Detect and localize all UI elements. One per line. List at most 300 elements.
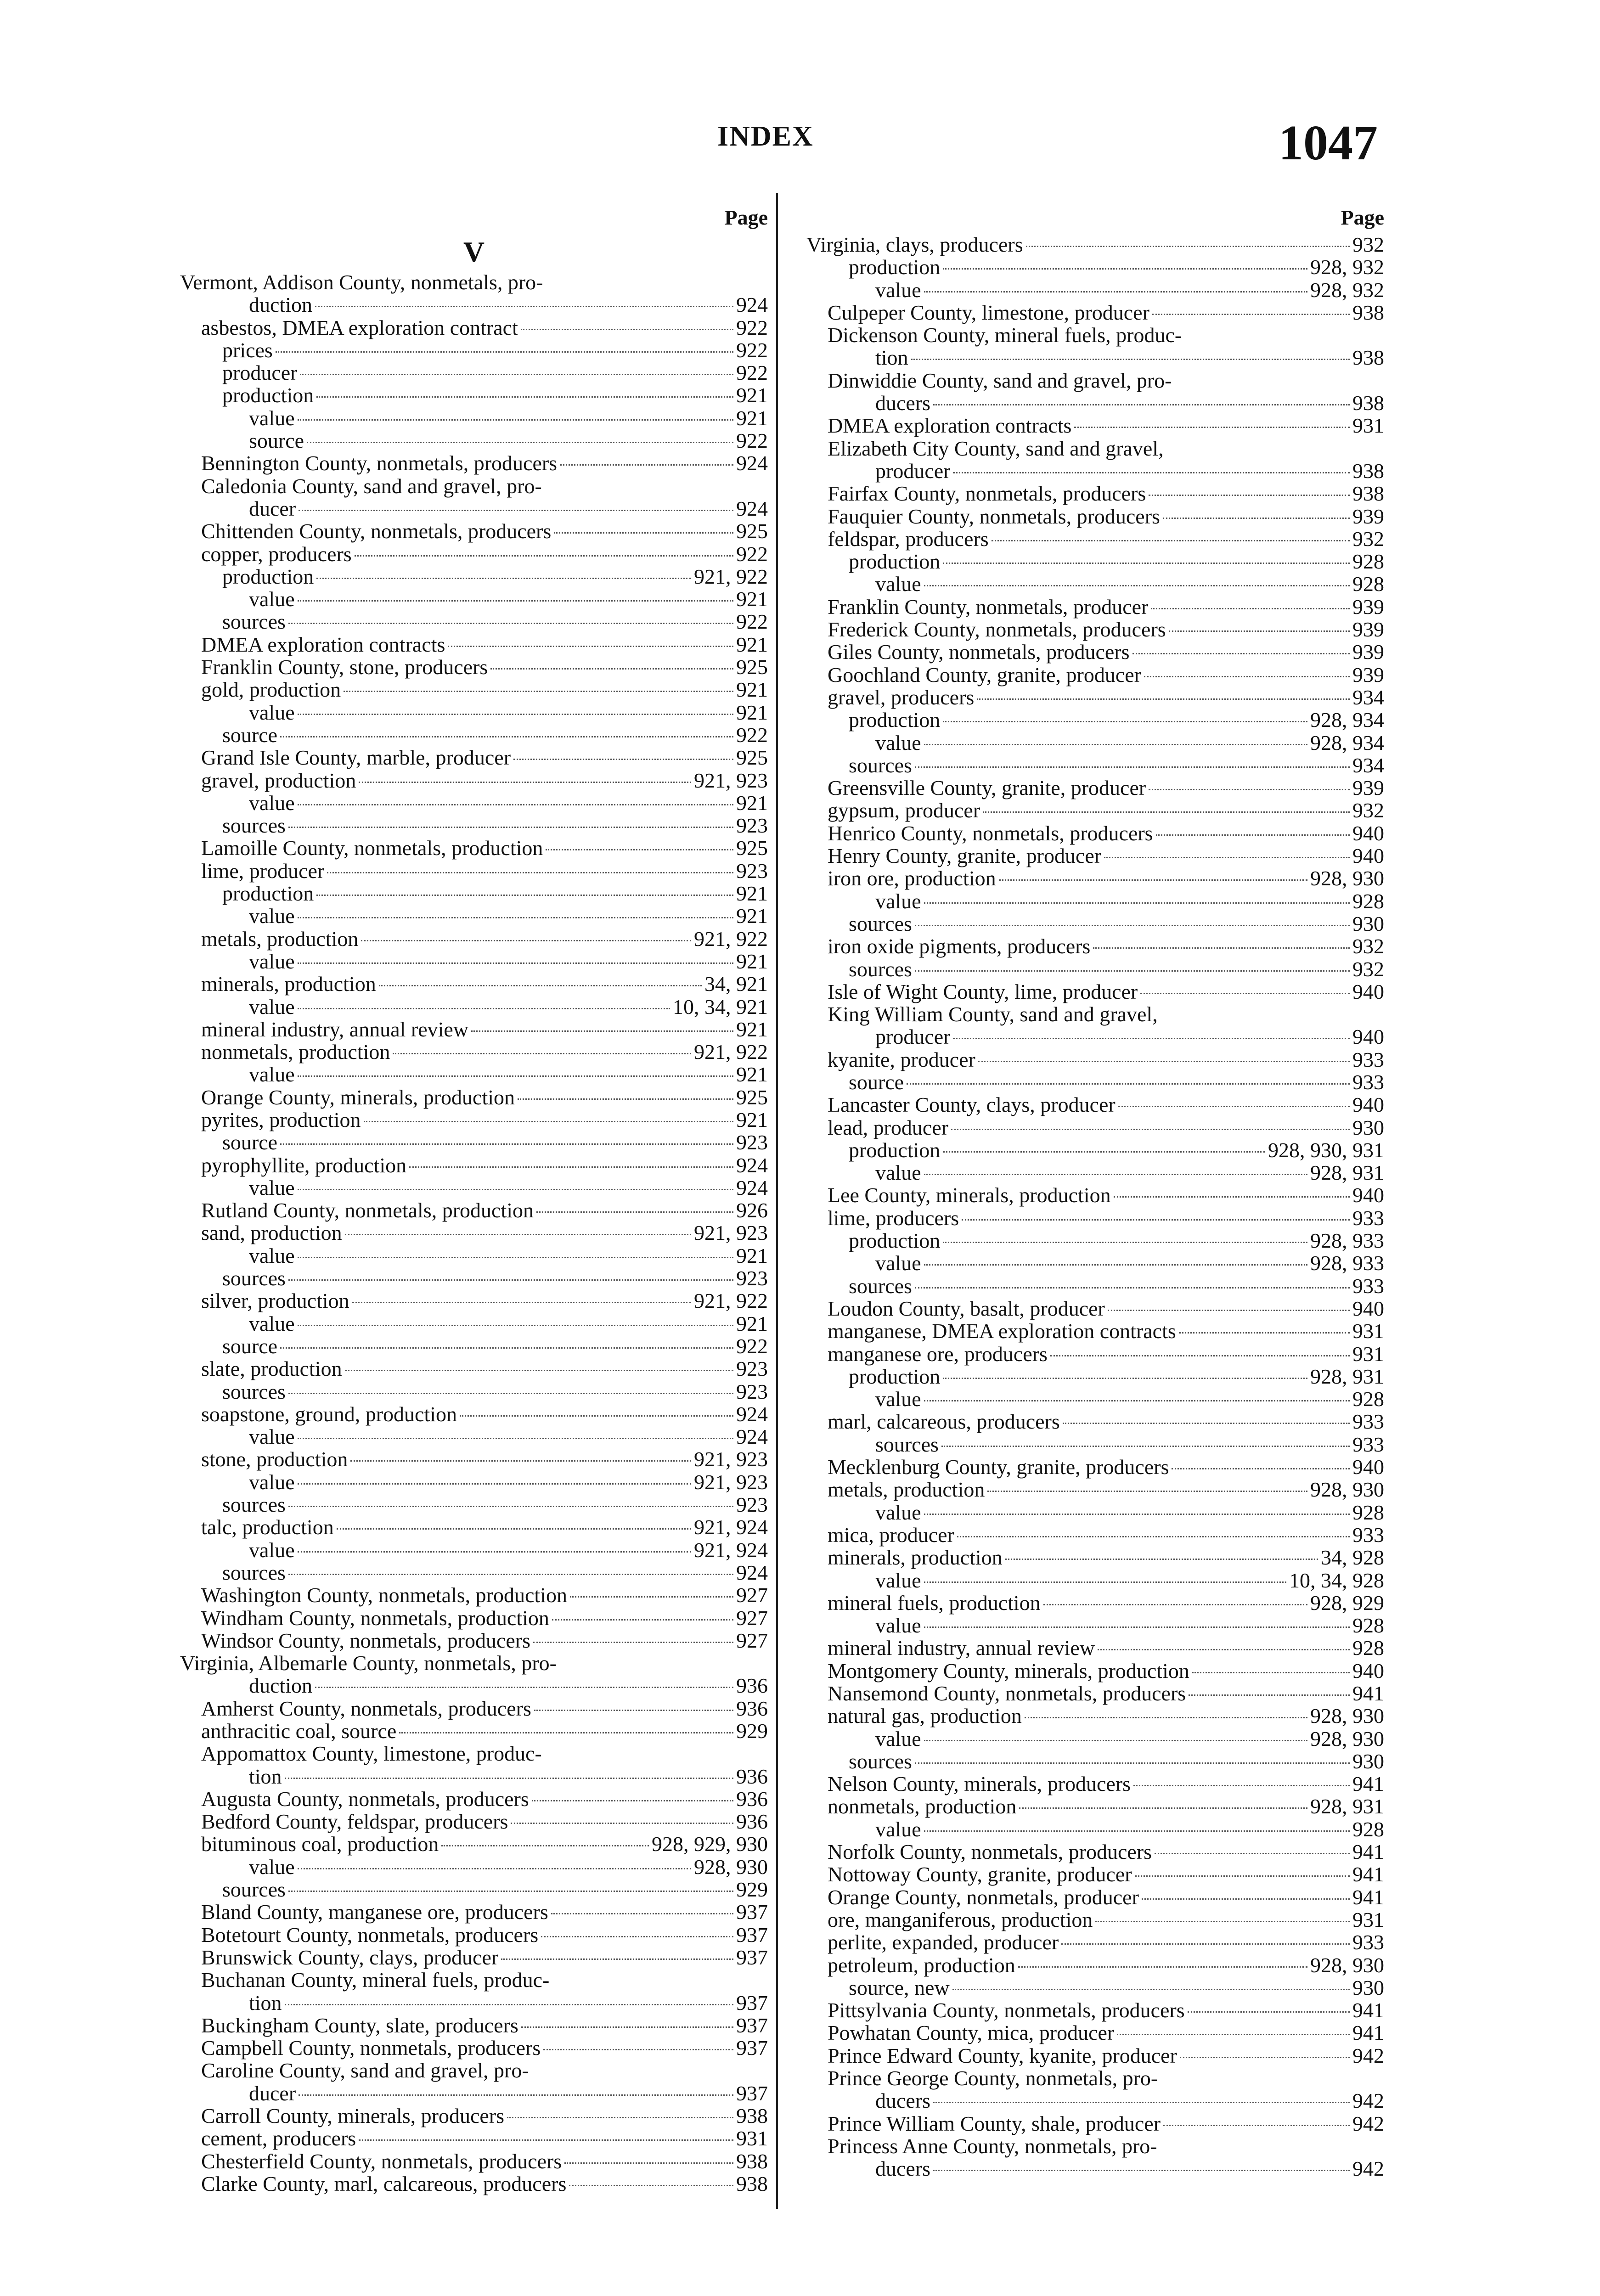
index-entry xyxy=(806,1161,1384,1184)
dot-leader xyxy=(344,691,733,692)
index-entry-page: 937 xyxy=(736,1945,768,1969)
index-entry-page: 10, 34, 928 xyxy=(1289,1568,1384,1592)
index-entry-term: sources xyxy=(849,1274,912,1298)
dot-leader xyxy=(345,1234,691,1235)
index-entry xyxy=(180,565,768,588)
dot-leader xyxy=(915,970,1350,972)
index-entry xyxy=(180,1969,768,1991)
index-entry xyxy=(180,2105,768,2127)
dot-leader xyxy=(1019,1807,1307,1809)
index-entry xyxy=(180,656,768,678)
index-entry xyxy=(180,271,768,293)
index-column-right xyxy=(806,202,1384,2180)
index-entry xyxy=(180,973,768,995)
index-entry-term: sources xyxy=(222,1379,286,1403)
index-entry-term: perlite, expanded, producer xyxy=(828,1930,1059,1954)
dot-leader xyxy=(992,540,1350,541)
index-entry-term: Elizabeth City County, sand and gravel, xyxy=(828,436,1164,460)
index-entry xyxy=(806,233,1384,256)
index-entry-page: 938 xyxy=(736,2104,768,2128)
index-entry xyxy=(180,1403,768,1425)
dot-leader xyxy=(285,1778,733,1779)
index-entry xyxy=(806,550,1384,573)
index-entry-page: 924 xyxy=(736,451,768,475)
index-entry xyxy=(806,618,1384,641)
index-entry xyxy=(180,610,768,633)
index-entry xyxy=(806,2135,1384,2157)
index-entry-term: King William County, sand and gravel, xyxy=(828,1002,1158,1026)
index-entry xyxy=(806,1139,1384,1161)
index-entry-page: 922 xyxy=(736,610,768,634)
dot-leader xyxy=(546,849,733,850)
index-entry xyxy=(806,1207,1384,1229)
index-entry-term: value xyxy=(875,1500,921,1524)
dot-leader xyxy=(379,985,702,986)
index-entry-term: nonmetals, production xyxy=(201,1040,390,1064)
index-entry xyxy=(806,2112,1384,2135)
index-entry-page: 930 xyxy=(1352,912,1384,935)
index-entry-page: 938 xyxy=(1352,482,1384,506)
index-entry-term: pyrites, production xyxy=(201,1108,361,1131)
index-entry-term: Brunswick County, clays, producer xyxy=(201,1945,499,1969)
index-entry xyxy=(806,2021,1384,2044)
index-entry-term: pyrophyllite, production xyxy=(201,1153,407,1177)
dot-leader xyxy=(951,1129,1350,1130)
index-entry xyxy=(806,1524,1384,1546)
index-entry-term: Dickenson County, mineral fuels, produc- xyxy=(828,323,1182,347)
dot-leader xyxy=(337,1528,691,1530)
index-entry xyxy=(180,1063,768,1086)
index-entry xyxy=(180,1833,768,1855)
index-entry xyxy=(806,1840,1384,1863)
dot-leader xyxy=(298,1483,691,1485)
index-entry-term: DMEA exploration contracts xyxy=(201,632,445,656)
index-entry xyxy=(180,361,768,384)
index-entry-page: 922 xyxy=(736,723,768,747)
index-entry-term: mineral industry, annual review xyxy=(201,1017,469,1041)
dot-leader xyxy=(915,1762,1350,1764)
index-entry-term: sources xyxy=(222,814,286,838)
dot-leader xyxy=(280,1143,733,1145)
index-entry-term: Lee County, minerals, production xyxy=(828,1183,1111,1207)
index-entry-page: 922 xyxy=(736,542,768,566)
index-entry-term: minerals, production xyxy=(828,1546,1003,1570)
dot-leader xyxy=(298,1189,733,1190)
index-entry-page: 937 xyxy=(736,2013,768,2037)
section-letter: V xyxy=(463,236,485,268)
dot-leader xyxy=(1172,1468,1350,1469)
index-entry-page: 921 xyxy=(736,1063,768,1086)
index-entry xyxy=(180,2127,768,2150)
index-entry xyxy=(180,1765,768,1788)
dot-leader xyxy=(298,1868,691,1869)
index-entry-term: value xyxy=(249,1244,295,1267)
dot-leader xyxy=(1189,1694,1350,1696)
dot-leader xyxy=(1155,1853,1350,1854)
index-entry-page: 921 xyxy=(736,791,768,815)
index-entry xyxy=(180,860,768,882)
index-entry-page: 925 xyxy=(736,519,768,543)
index-entry-page: 923 xyxy=(736,1379,768,1403)
index-entry-page: 928 xyxy=(1352,572,1384,596)
index-entry-term: value xyxy=(249,1311,295,1335)
dot-leader xyxy=(943,563,1350,564)
index-entry xyxy=(180,1041,768,1063)
index-entry xyxy=(806,912,1384,935)
dot-leader xyxy=(298,1325,733,1326)
dot-leader xyxy=(315,306,733,307)
index-entry-page: 939 xyxy=(1352,504,1384,528)
index-entry-term: Lancaster County, clays, producer xyxy=(828,1093,1115,1117)
dot-leader xyxy=(316,578,691,579)
index-entry-term: production xyxy=(222,564,314,588)
index-entry xyxy=(180,1448,768,1470)
index-entry-term: Franklin County, nonmetals, producer xyxy=(828,595,1149,619)
index-entry-term: Campbell County, nonmetals, producers xyxy=(201,2036,541,2060)
running-header-title: INDEX xyxy=(717,121,814,152)
index-entry-page: 940 xyxy=(1352,1025,1384,1049)
dot-leader xyxy=(298,1075,733,1077)
index-entry-term: stone, production xyxy=(201,1447,348,1471)
index-entry-term: copper, producers xyxy=(201,542,352,566)
index-entry-term: source xyxy=(222,1131,278,1154)
index-entry xyxy=(806,324,1384,346)
index-entry-term: petroleum, production xyxy=(828,1953,1015,1977)
dot-leader xyxy=(1117,2034,1350,2035)
dot-leader xyxy=(924,744,1307,745)
index-entry xyxy=(180,1176,768,1199)
index-entry xyxy=(806,890,1384,912)
dot-leader xyxy=(962,1219,1350,1221)
index-entry-term: Caroline County, sand and gravel, pro- xyxy=(201,2059,529,2082)
index-entry-page: 922 xyxy=(736,315,768,339)
index-entry-page: 941 xyxy=(1352,1885,1384,1909)
index-entry-page: 921 xyxy=(736,904,768,928)
index-entry xyxy=(806,1976,1384,1999)
index-entry-page: 925 xyxy=(736,1085,768,1109)
index-entry-page: 921 xyxy=(736,1311,768,1335)
dot-leader xyxy=(534,1710,733,1711)
index-entry-page: 928, 930 xyxy=(1310,867,1384,890)
dot-leader xyxy=(1095,1921,1350,1922)
dot-leader xyxy=(999,879,1307,881)
index-entry-term: Pittsylvania County, nonmetals, producers xyxy=(828,1998,1185,2022)
index-entry-page: 938 xyxy=(1352,459,1384,483)
index-entry-term: Henry County, granite, producer xyxy=(828,844,1102,868)
dot-leader xyxy=(288,1279,733,1281)
dot-leader xyxy=(1025,1717,1307,1718)
index-entry xyxy=(806,301,1384,324)
index-entry xyxy=(806,1954,1384,1976)
index-entry-term: duction xyxy=(249,293,312,317)
index-entry-page: 928, 930 xyxy=(1310,1704,1384,1728)
index-entry xyxy=(180,316,768,339)
index-entry-term: Augusta County, nonmetals, producers xyxy=(201,1787,529,1811)
dot-leader xyxy=(298,1551,691,1553)
index-entry xyxy=(806,1818,1384,1840)
dot-leader xyxy=(315,1687,733,1688)
index-entry-page: 931 xyxy=(736,2127,768,2150)
index-entry-term: Princess Anne County, nonmetals, pro- xyxy=(828,2134,1157,2158)
index-entry-page: 942 xyxy=(1352,2111,1384,2135)
index-entry-term: value xyxy=(875,1614,921,1638)
index-entry xyxy=(180,1946,768,1969)
index-entry-page: 941 xyxy=(1352,1840,1384,1864)
index-entry-term: manganese ore, producers xyxy=(828,1342,1048,1366)
dot-leader xyxy=(1132,653,1350,654)
index-entry xyxy=(806,1660,1384,1682)
index-entry-page: 921 xyxy=(736,406,768,430)
index-entry-page: 942 xyxy=(1352,2089,1384,2113)
dot-leader xyxy=(541,1936,733,1937)
index-entry xyxy=(180,1652,768,1674)
index-entry-term: Buckingham County, slate, producers xyxy=(201,2013,518,2037)
index-entry-term: ducers xyxy=(875,391,931,415)
dot-leader xyxy=(1192,1672,1350,1673)
dot-leader xyxy=(1093,947,1350,949)
dot-leader xyxy=(564,2162,733,2164)
dot-leader xyxy=(288,827,733,828)
dot-leader xyxy=(359,2139,733,2141)
index-entry-term: kyanite, producer xyxy=(828,1047,975,1071)
dot-leader xyxy=(933,2170,1350,2171)
dot-leader xyxy=(300,374,733,375)
dot-leader xyxy=(280,736,733,737)
index-entry-term: source xyxy=(249,429,304,453)
dot-leader xyxy=(393,1053,691,1054)
index-entry-page: 924 xyxy=(736,1176,768,1199)
index-entry-page: 940 xyxy=(1352,1659,1384,1683)
index-entry-term: Orange County, nonmetals, producer xyxy=(828,1885,1139,1909)
index-entry-term: Greensville County, granite, producer xyxy=(828,776,1146,800)
index-entry-page: 930 xyxy=(1352,1975,1384,1999)
index-entry xyxy=(180,1221,768,1244)
index-entry xyxy=(806,1229,1384,1252)
index-entry-term: natural gas, production xyxy=(828,1704,1022,1728)
index-entry-term: value xyxy=(249,1063,295,1086)
index-entry-page: 931 xyxy=(1352,1319,1384,1343)
index-entry xyxy=(180,1267,768,1289)
index-entry-page: 933 xyxy=(1352,1047,1384,1071)
index-entry-term: Carroll County, minerals, producers xyxy=(201,2104,505,2128)
index-entry-page: 925 xyxy=(736,655,768,679)
index-entry-term: Norfolk County, nonmetals, producers xyxy=(828,1840,1152,1864)
index-entry-page: 938 xyxy=(1352,391,1384,415)
index-entry xyxy=(180,1380,768,1403)
index-entry xyxy=(806,1071,1384,1093)
dot-leader xyxy=(924,902,1350,904)
index-entry-term: tion xyxy=(249,1764,282,1788)
dot-leader xyxy=(521,2026,733,2028)
index-entry xyxy=(806,867,1384,889)
dot-leader xyxy=(361,940,691,941)
index-entry-page: 936 xyxy=(736,1787,768,1811)
index-entry-page: 940 xyxy=(1352,1093,1384,1117)
index-entry-term: value xyxy=(249,904,295,928)
index-entry-term: production xyxy=(849,1138,941,1162)
index-entry-page: 938 xyxy=(1352,346,1384,370)
index-entry xyxy=(180,905,768,927)
index-entry-page: 933 xyxy=(1352,1274,1384,1298)
dot-leader xyxy=(1169,630,1350,632)
dot-leader xyxy=(1104,857,1350,858)
index-entry-page: 928 xyxy=(1352,1636,1384,1660)
index-entry xyxy=(180,1561,768,1584)
index-entry xyxy=(806,2044,1384,2067)
index-entry-term: production xyxy=(849,708,941,732)
index-entry-page: 921, 922 xyxy=(694,1040,768,1064)
index-entry-term: value xyxy=(875,1251,921,1275)
index-entry-page: 927 xyxy=(736,1628,768,1652)
index-entry-page: 933 xyxy=(1352,1206,1384,1230)
index-entry-term: gypsum, producer xyxy=(828,799,980,822)
index-entry-term: value xyxy=(249,1470,295,1494)
index-entry-term: Botetourt County, nonmetals, producers xyxy=(201,1923,539,1947)
index-entry-page: 939 xyxy=(1352,776,1384,800)
index-entry-page: 931 xyxy=(1352,414,1384,438)
index-entry xyxy=(180,701,768,724)
index-entry xyxy=(806,460,1384,482)
index-entry-term: ore, manganiferous, production xyxy=(828,1908,1093,1931)
dot-leader xyxy=(1026,246,1350,247)
dot-leader xyxy=(1043,1604,1307,1605)
index-entry-page: 934 xyxy=(1352,753,1384,777)
index-entry-term: Franklin County, stone, producers xyxy=(201,655,488,679)
index-entry-term: metals, production xyxy=(828,1478,985,1502)
dot-leader xyxy=(983,811,1350,813)
index-entry xyxy=(806,844,1384,867)
index-entry-term: Goochland County, granite, producer xyxy=(828,663,1141,687)
index-entry-term: value xyxy=(875,1817,921,1841)
index-entry-page: 926 xyxy=(736,1199,768,1222)
index-entry-page: 929 xyxy=(736,1878,768,1902)
index-entry-page: 928, 932 xyxy=(1310,278,1384,302)
dot-leader xyxy=(1188,2011,1350,2013)
index-entry-term: Chesterfield County, nonmetals, producers xyxy=(201,2149,562,2173)
index-entry-term: silver, production xyxy=(201,1289,349,1313)
index-entry-page: 927 xyxy=(736,1583,768,1607)
dot-leader xyxy=(987,1491,1307,1492)
dot-leader xyxy=(1074,427,1350,428)
index-entry-term: source xyxy=(849,1070,904,1094)
index-entry xyxy=(806,1048,1384,1071)
dot-leader xyxy=(501,1958,733,1960)
index-entry xyxy=(806,641,1384,663)
dot-leader xyxy=(915,766,1350,768)
index-entry-term: Bedford County, feldspar, producers xyxy=(201,1810,508,1834)
index-entry xyxy=(806,1886,1384,1908)
index-entry xyxy=(180,950,768,973)
index-entry-page: 923 xyxy=(736,814,768,838)
index-entry xyxy=(180,1154,768,1176)
index-entry-term: ducer xyxy=(249,2081,296,2105)
index-entry-term: Powhatan County, mica, producer xyxy=(828,2021,1115,2045)
index-column-left xyxy=(180,202,768,2195)
index-entry xyxy=(806,980,1384,1003)
index-entry xyxy=(806,1116,1384,1139)
index-entry xyxy=(180,2082,768,2105)
index-entry-page: 928, 933 xyxy=(1310,1251,1384,1275)
index-entry-page: 922 xyxy=(736,429,768,453)
index-entry-term: Henrico County, nonmetals, producers xyxy=(828,821,1153,845)
index-entry xyxy=(180,928,768,950)
index-entry xyxy=(180,1199,768,1221)
dot-leader xyxy=(350,1460,691,1462)
index-entry-page: 932 xyxy=(1352,957,1384,981)
index-entry xyxy=(180,1244,768,1267)
dot-leader xyxy=(924,1174,1307,1175)
dot-leader xyxy=(299,2094,733,2096)
index-entry-page: 921, 923 xyxy=(694,768,768,792)
index-entry xyxy=(806,1705,1384,1727)
dot-leader xyxy=(298,1257,733,1258)
index-entry-page: 923 xyxy=(736,1357,768,1381)
index-entry-term: Prince George County, nonmetals, pro- xyxy=(828,2066,1158,2090)
index-entry-page: 924 xyxy=(736,1560,768,1584)
index-entry-term: producer xyxy=(875,1025,951,1049)
index-entry-page: 940 xyxy=(1352,1296,1384,1320)
dot-leader xyxy=(518,1098,733,1100)
index-entry-term: ducers xyxy=(875,2089,931,2113)
index-entry-page: 928, 931 xyxy=(1310,1795,1384,1818)
index-entry-page: 933 xyxy=(1352,1410,1384,1434)
dot-leader xyxy=(316,895,733,896)
index-entry xyxy=(806,1388,1384,1410)
index-entry xyxy=(180,1086,768,1109)
index-entry xyxy=(180,407,768,429)
page-column-label: Page xyxy=(1341,206,1384,229)
index-entry xyxy=(180,1109,768,1131)
index-entry xyxy=(180,882,768,905)
dot-leader xyxy=(554,532,733,534)
dot-leader xyxy=(507,2117,733,2118)
dot-leader xyxy=(1163,2125,1350,2126)
index-entry xyxy=(180,1018,768,1041)
index-entry-page: 922 xyxy=(736,1334,768,1358)
index-entry xyxy=(180,1131,768,1154)
index-entry xyxy=(806,392,1384,414)
index-entry-page: 933 xyxy=(1352,1432,1384,1456)
dot-leader xyxy=(532,1800,733,1801)
index-entry-page: 928, 930 xyxy=(1310,1953,1384,1977)
dot-leader xyxy=(1149,495,1350,496)
index-entry xyxy=(806,1433,1384,1456)
index-entry-term: value xyxy=(875,1568,921,1592)
index-entry-term: Washington County, nonmetals, production xyxy=(201,1583,567,1607)
index-entry-page: 921 xyxy=(736,700,768,724)
index-entry xyxy=(180,475,768,497)
dot-leader xyxy=(448,646,733,647)
index-entry-term: production xyxy=(222,383,314,407)
dot-leader xyxy=(924,1830,1350,1832)
index-entry-page: 928, 930 xyxy=(1310,1478,1384,1502)
index-entry xyxy=(180,678,768,701)
index-entry-term: Caledonia County, sand and gravel, pro- xyxy=(201,474,542,498)
index-entry-term: tion xyxy=(875,346,908,370)
dot-leader xyxy=(327,872,733,873)
index-entry-page: 928 xyxy=(1352,1387,1384,1411)
dot-leader xyxy=(298,714,733,715)
index-entry xyxy=(806,256,1384,278)
dot-leader xyxy=(570,1596,733,1598)
index-entry-term: sources xyxy=(849,912,912,935)
index-entry xyxy=(180,1992,768,2014)
index-entry xyxy=(180,996,768,1018)
index-entry-term: lime, producer xyxy=(201,859,325,883)
dot-leader xyxy=(276,351,733,353)
index-entry-term: production xyxy=(849,550,941,574)
dot-leader xyxy=(933,2102,1350,2103)
